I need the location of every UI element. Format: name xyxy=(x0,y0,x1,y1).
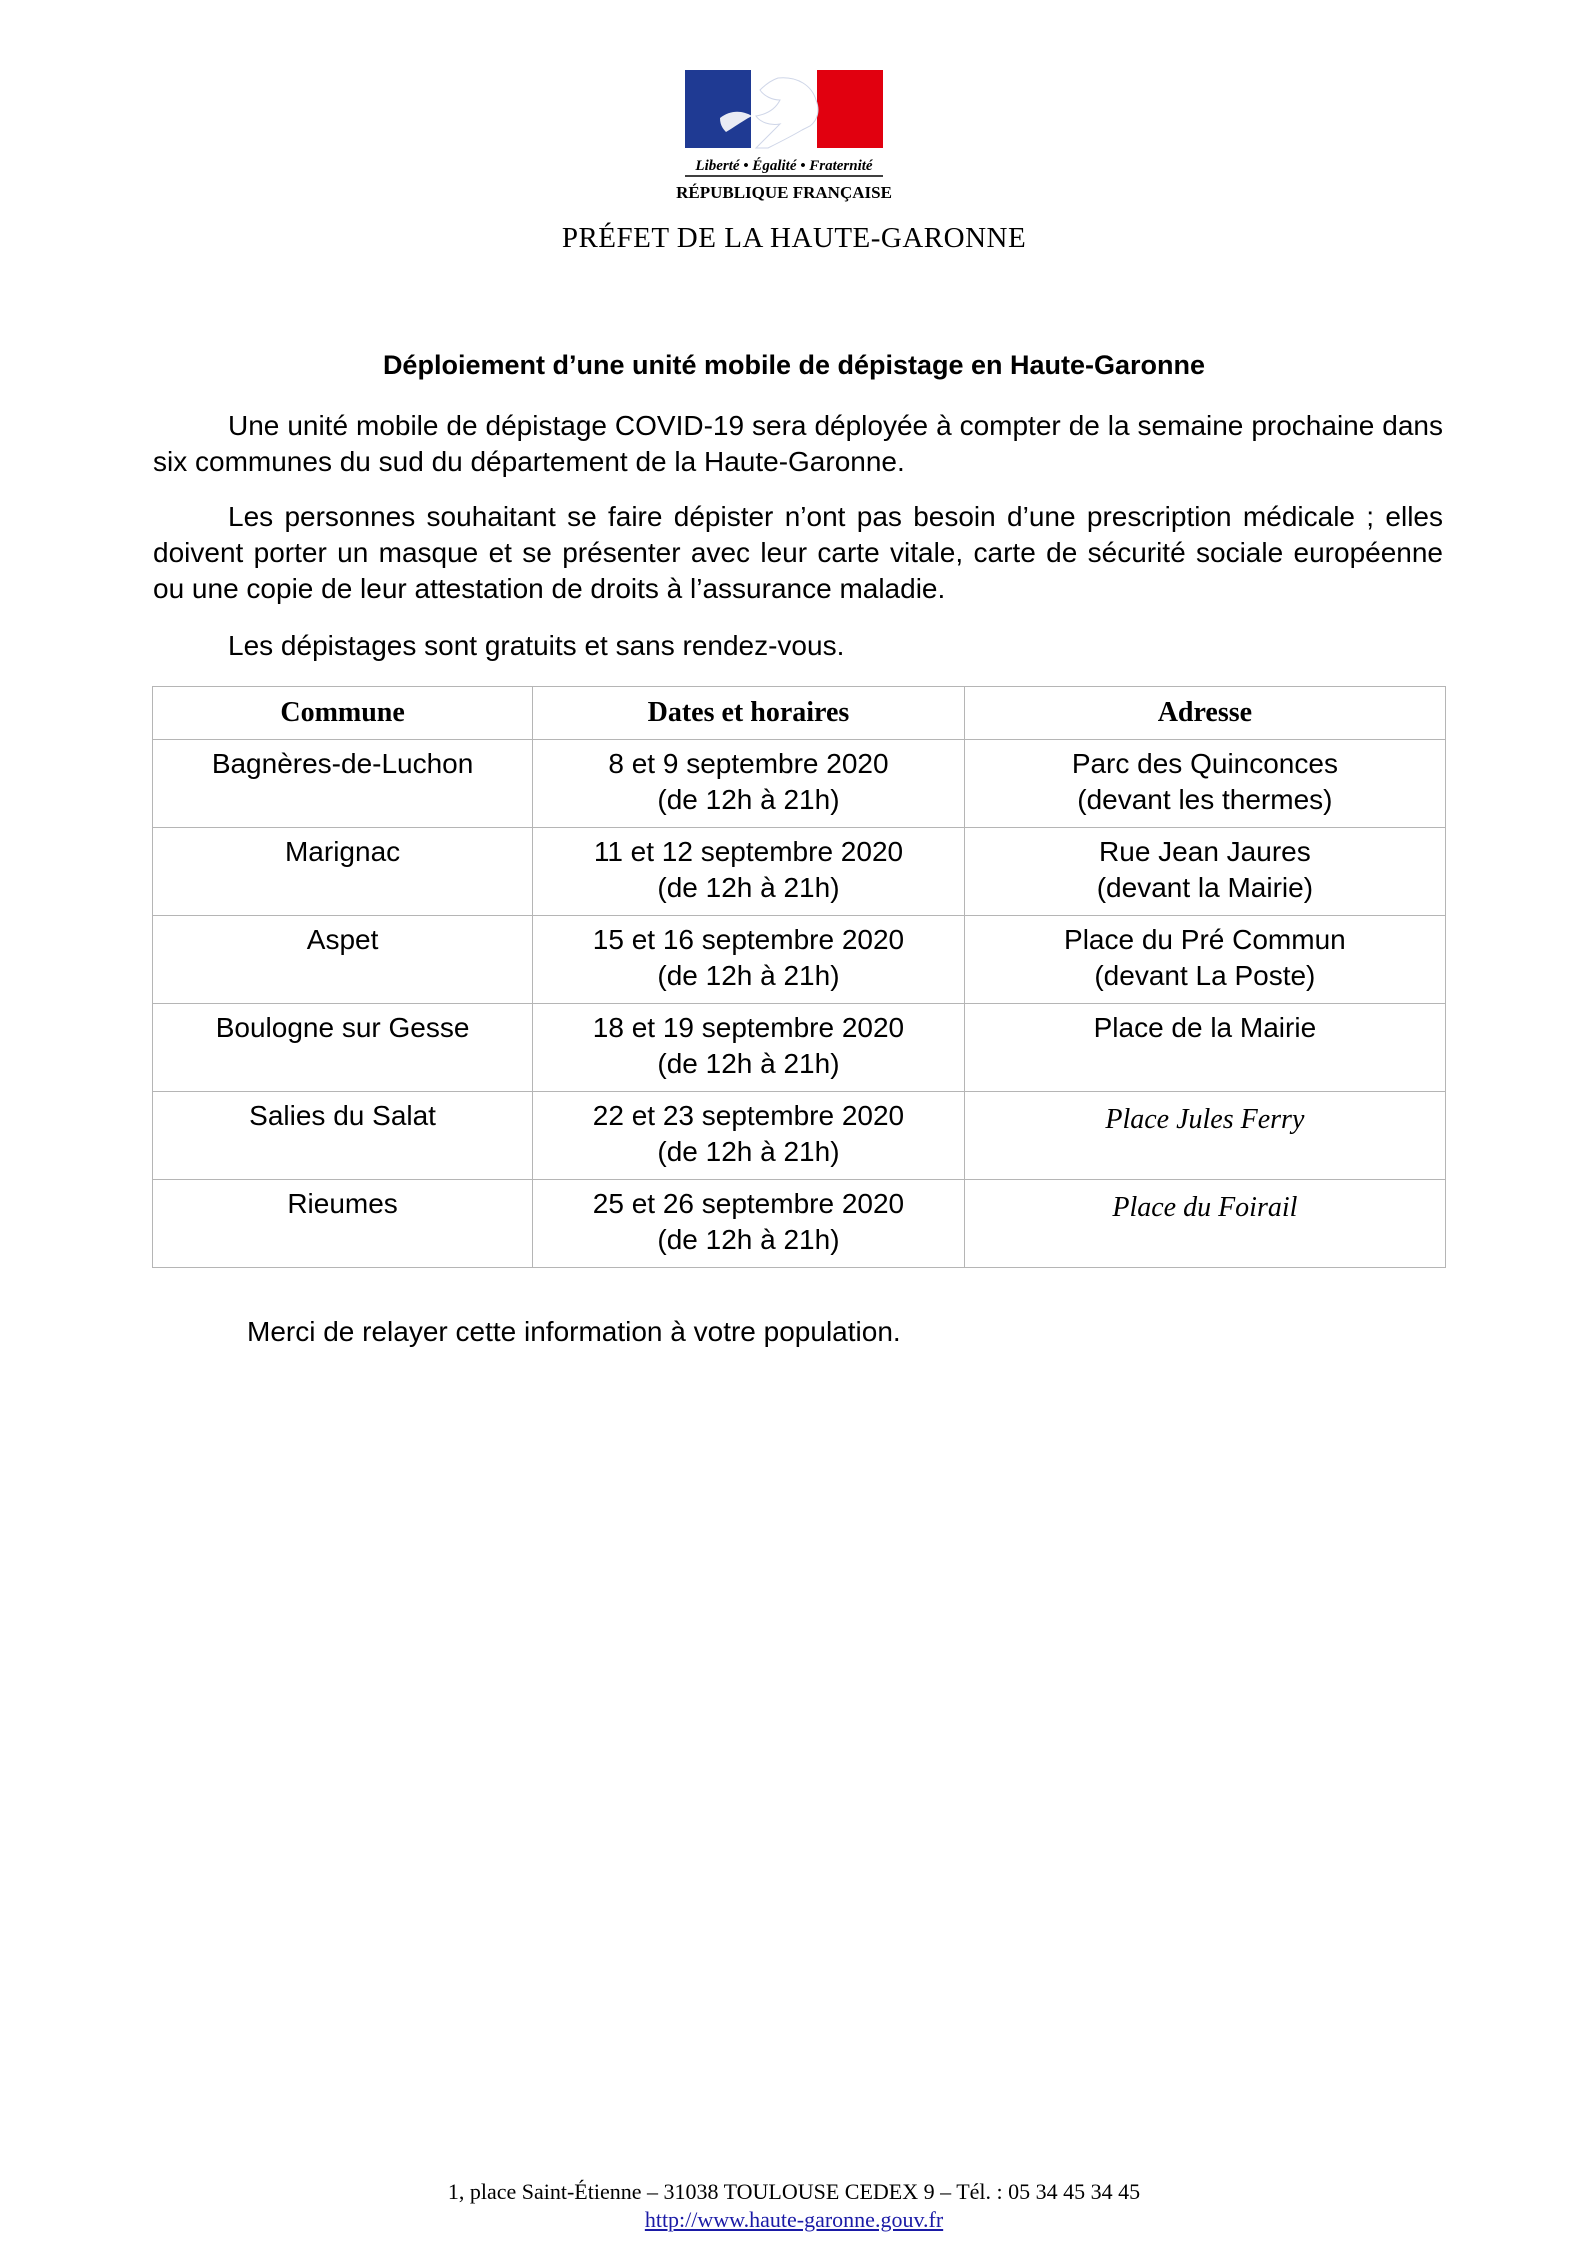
republique-francaise-logo xyxy=(660,70,910,210)
table-row xyxy=(153,1180,1446,1268)
header-dates: Dates et horaires xyxy=(533,687,965,740)
document-title: Déploiement d’une unité mobile de dépistage en Haute-Garonne xyxy=(382,350,1206,380)
closing-note: Merci de relayer cette information à votre population. xyxy=(247,1316,901,1347)
footer xyxy=(0,2178,1588,2234)
cell-dates: 15 et 16 septembre 2020 (de 12h à 21h) xyxy=(533,916,965,1004)
cell-commune: Aspet xyxy=(153,916,533,1004)
cell-adresse: Place Jules Ferry xyxy=(964,1092,1445,1180)
header-commune: Commune xyxy=(153,687,533,740)
table-row xyxy=(153,1092,1446,1180)
table-header-row xyxy=(153,687,1446,740)
svg-text:RÉPUBLIQUE FRANÇAISE: RÉPUBLIQUE FRANÇAISE xyxy=(676,183,892,202)
paragraph-free: Les dépistages sont gratuits et sans rendez-vous. xyxy=(228,630,845,661)
cell-dates: 11 et 12 septembre 2020 (de 12h à 21h) xyxy=(533,828,965,916)
marianne-flag-icon xyxy=(660,70,910,210)
cell-adresse: Parc des Quinconces (devant les thermes) xyxy=(964,740,1445,828)
cell-dates: 18 et 19 septembre 2020 (de 12h à 21h) xyxy=(533,1004,965,1092)
cell-commune: Salies du Salat xyxy=(153,1092,533,1180)
footer-website-link[interactable]: http://www.haute-garonne.gouv.fr xyxy=(644,2207,944,2232)
table-row xyxy=(153,828,1446,916)
cell-dates: 25 et 26 septembre 2020 (de 12h à 21h) xyxy=(533,1180,965,1268)
cell-commune: Boulogne sur Gesse xyxy=(153,1004,533,1092)
prefet-heading: PRÉFET DE LA HAUTE-GARONNE xyxy=(561,222,1027,254)
cell-adresse: Place du Pré Commun (devant La Poste) xyxy=(964,916,1445,1004)
header-adresse: Adresse xyxy=(964,687,1445,740)
schedule-table xyxy=(152,686,1446,1268)
table-row xyxy=(153,740,1446,828)
cell-adresse: Place de la Mairie xyxy=(964,1004,1445,1092)
footer-address: 1, place Saint-Étienne – 31038 TOULOUSE CEDEX 9 – Tél. : 05 34 45 34 45 xyxy=(447,2179,1141,2204)
table-row xyxy=(153,1004,1446,1092)
table-row xyxy=(153,916,1446,1004)
cell-dates: 22 et 23 septembre 2020 (de 12h à 21h) xyxy=(533,1092,965,1180)
cell-dates: 8 et 9 septembre 2020 (de 12h à 21h) xyxy=(533,740,965,828)
cell-commune: Marignac xyxy=(153,828,533,916)
paragraph-conditions: Les personnes souhaitant se faire dépister n’ont pas besoin d’une prescription médicale ; elles doivent porter un masque et se présenter avec leur carte vitale, carte de sécurité sociale européenne ou une copie de leur attestation de droits à l’assurance maladie. xyxy=(153,501,1443,604)
cell-adresse: Rue Jean Jaures (devant la Mairie) xyxy=(964,828,1445,916)
paragraph-intro: Une unité mobile de dépistage COVID-19 sera déployée à compter de la semaine prochaine dans six communes du sud du département de la Haute-Garonne. xyxy=(153,410,1443,477)
cell-commune: Rieumes xyxy=(153,1180,533,1268)
svg-text:Liberté • Égalité • Fraternité: Liberté • Égalité • Fraternité xyxy=(695,158,873,174)
cell-adresse: Place du Foirail xyxy=(964,1180,1445,1268)
cell-commune: Bagnères-de-Luchon xyxy=(153,740,533,828)
